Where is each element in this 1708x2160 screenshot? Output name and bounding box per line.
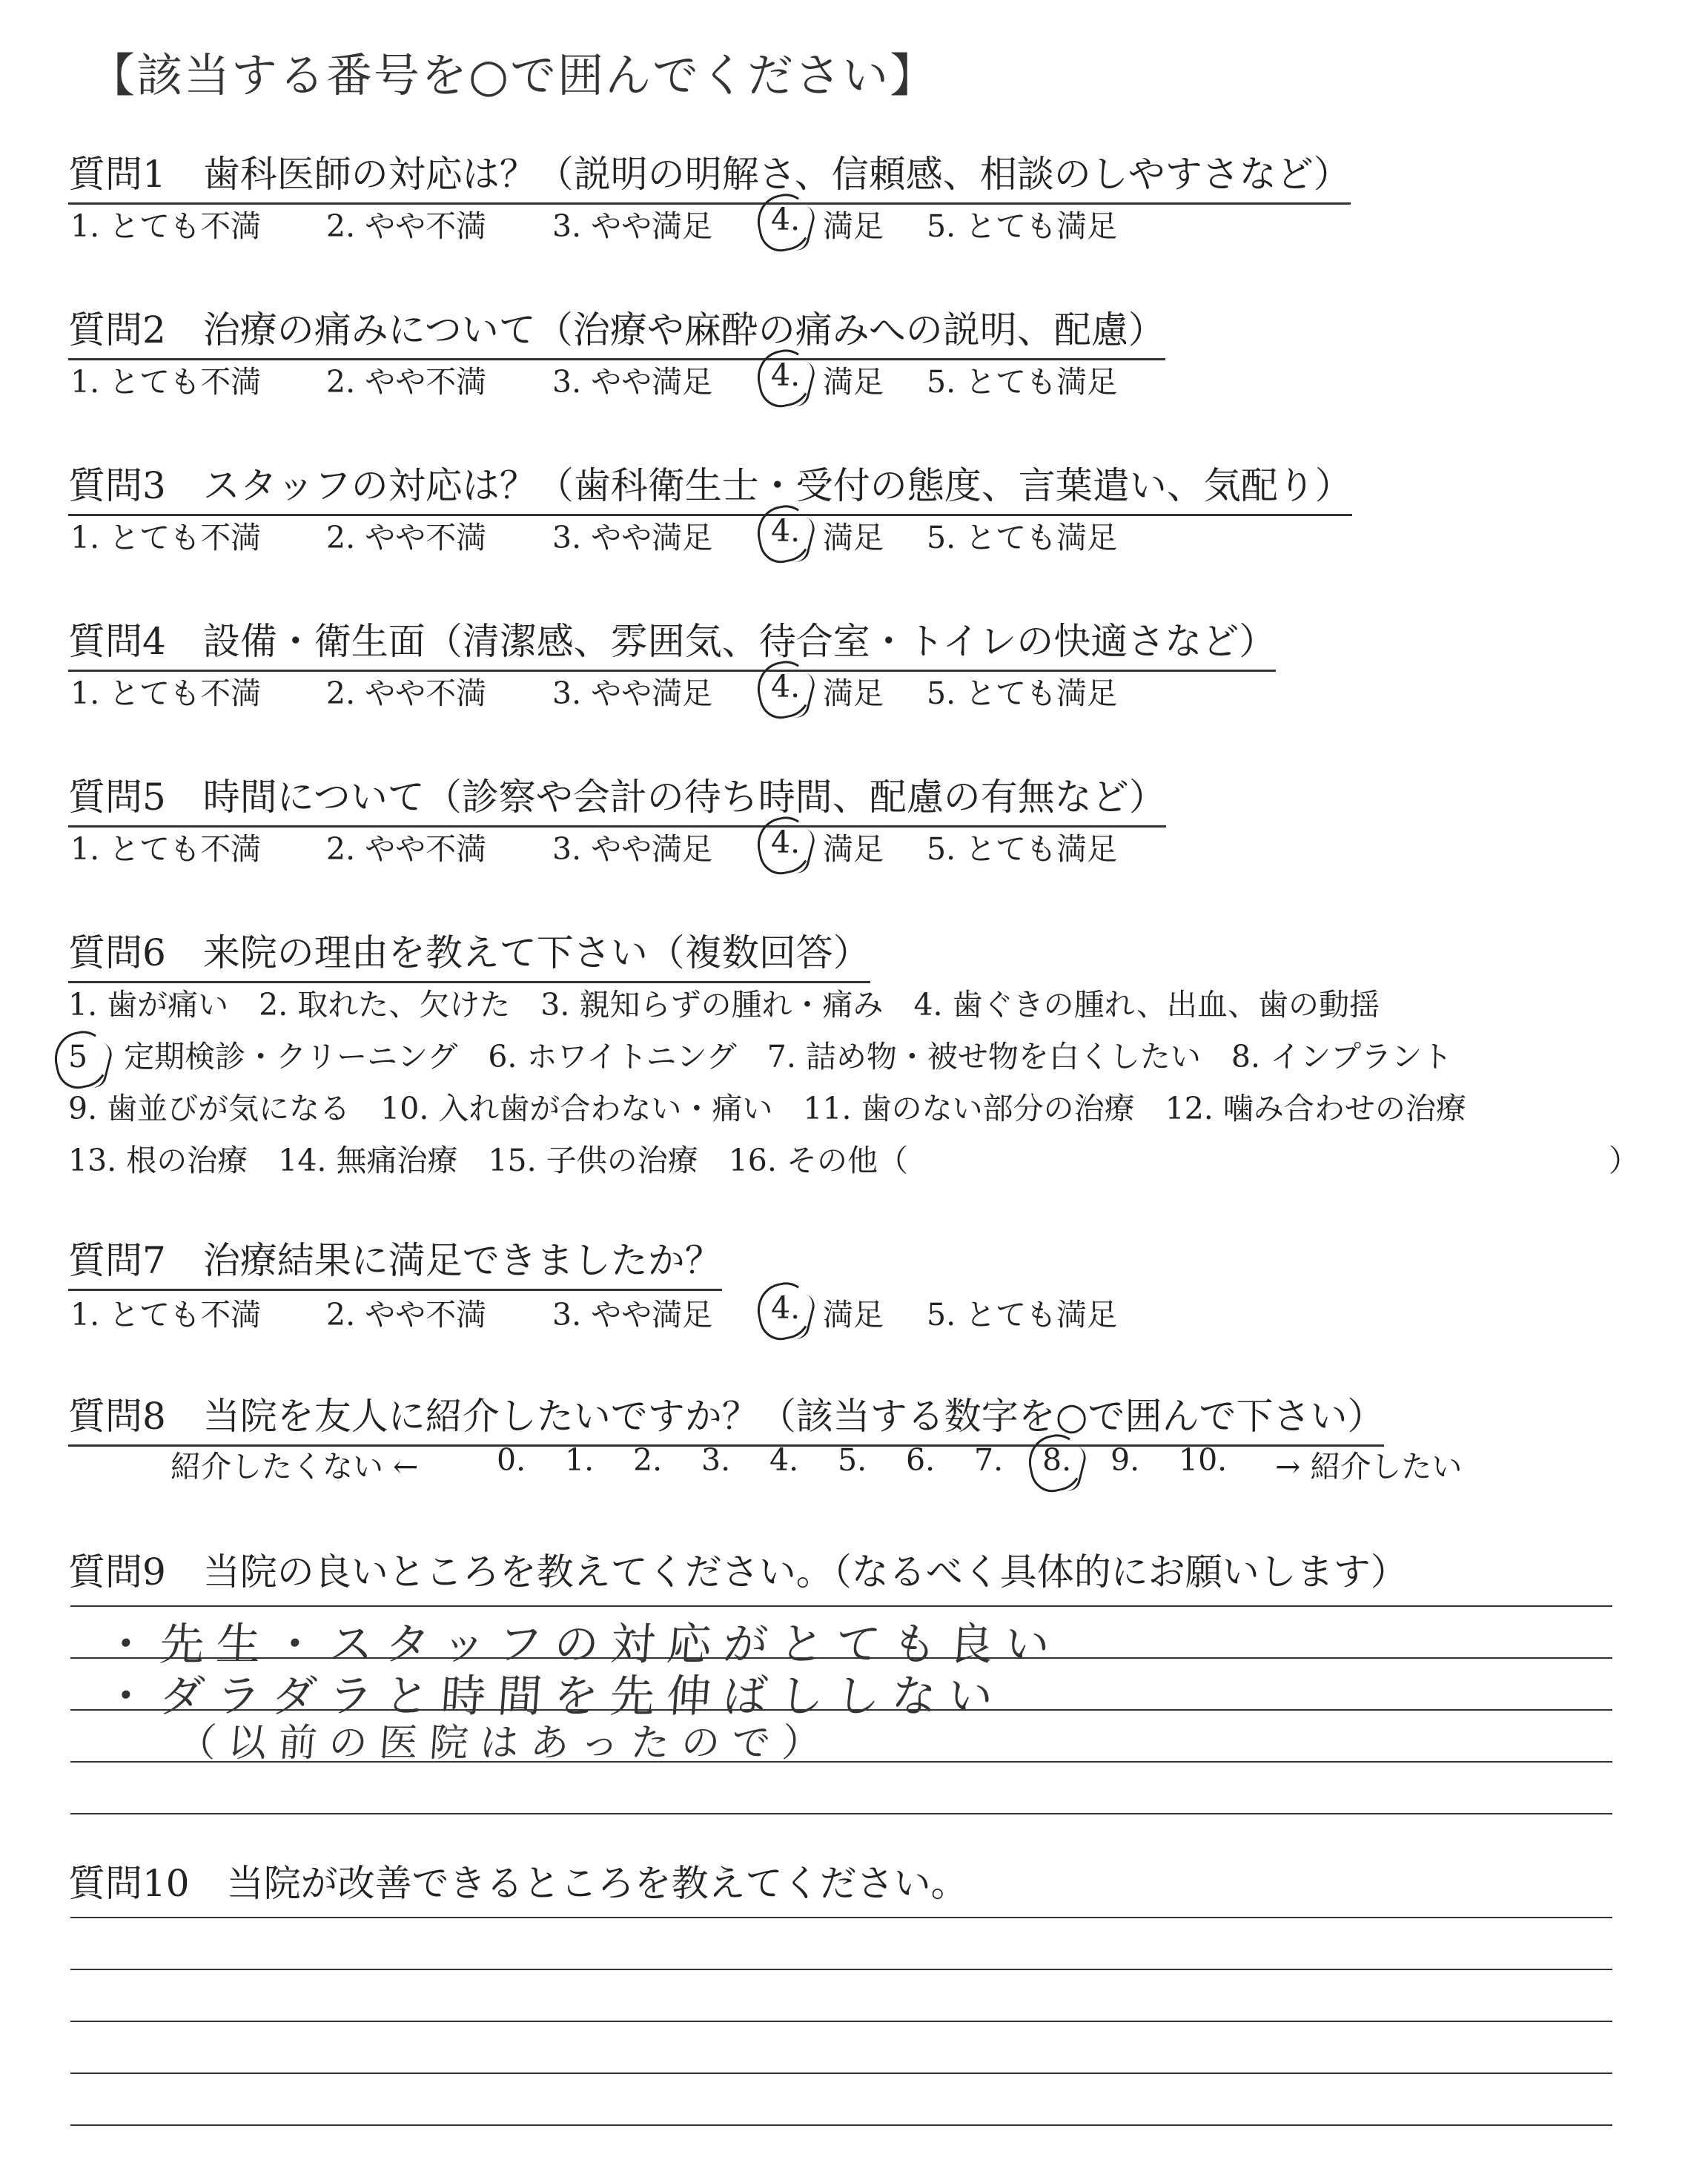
reason-row-4[interactable]: 13. 根の治療 14. 無痛治療 15. 子供の治療 16. その他（ — [68, 1143, 908, 1178]
question-8-title: 質問8 当院を友人に紹介したいですか？（該当する数字を○で囲んで下さい） — [68, 1387, 1384, 1447]
answer-line — [70, 2073, 1612, 2074]
option-3[interactable]: 3. やや満足 — [552, 1297, 713, 1332]
question-2-options — [70, 357, 1118, 402]
nps-0[interactable]: 0. — [497, 1442, 526, 1478]
option-3[interactable]: 3. やや満足 — [552, 208, 713, 244]
reason-row-1[interactable]: 1. 歯が痛い 2. 取れた、欠けた 3. 親知らずの腫れ・痛み 4. 歯ぐきの腫れ、出血、歯の動揺 — [68, 987, 1380, 1023]
option-5[interactable]: 5. とても満足 — [927, 1297, 1118, 1332]
option-3[interactable]: 3. やや満足 — [552, 364, 713, 400]
question-9-title: 質問9 当院の良いところを教えてください。（なるべく具体的にお願いします） — [68, 1550, 1408, 1593]
option-2[interactable]: 2. やや不満 — [326, 520, 487, 555]
nps-7[interactable]: 7. — [974, 1442, 1004, 1478]
option-4-selected[interactable]: 4. — [771, 357, 801, 393]
answer-handwriting-2[interactable]: ・ダラダラと時間を先伸ばししない — [102, 1671, 1007, 1723]
nps-6[interactable]: 6. — [906, 1442, 936, 1478]
option-5[interactable]: 5. とても満足 — [927, 676, 1118, 711]
reason-row-3[interactable]: 9. 歯並びが気になる 10. 入れ歯が合わない・痛い 11. 歯のない部分の治療 12. 噛み合わせの治療 — [68, 1091, 1466, 1126]
option-1[interactable]: 1. とても不満 — [70, 520, 262, 555]
option-3[interactable]: 3. やや満足 — [552, 831, 713, 867]
reason-other-close: ） — [1609, 1143, 1639, 1178]
option-2[interactable]: 2. やや不満 — [326, 364, 487, 400]
nps-5[interactable]: 5. — [838, 1442, 867, 1478]
answer-handwriting-3[interactable]: （以前の医院はあったので） — [176, 1721, 835, 1766]
option-4-label: 満足 — [823, 364, 884, 400]
option-2[interactable]: 2. やや不満 — [326, 831, 487, 867]
option-5[interactable]: 5. とても満足 — [927, 208, 1118, 244]
option-5[interactable]: 5. とても満足 — [927, 520, 1118, 555]
option-2[interactable]: 2. やや不満 — [326, 676, 487, 711]
answer-line — [70, 1969, 1612, 1970]
option-5[interactable]: 5. とても満足 — [927, 831, 1118, 867]
question-4-options — [70, 669, 1118, 713]
form-header: 【該当する番号を○で囲んでください】 — [89, 48, 938, 102]
nps-left-label: 紹介したくない ← — [171, 1449, 419, 1484]
question-7-options — [70, 1290, 1118, 1335]
option-5[interactable]: 5. とても満足 — [927, 364, 1118, 400]
nps-1[interactable]: 1. — [565, 1442, 595, 1478]
option-4-label: 満足 — [823, 676, 884, 711]
question-3-options — [70, 513, 1118, 558]
option-1[interactable]: 1. とても不満 — [70, 364, 262, 400]
answer-handwriting-1[interactable]: ・先生・スタッフの対応がとても良い — [102, 1619, 1064, 1671]
option-2[interactable]: 2. やや不満 — [326, 1297, 487, 1332]
option-4-label: 満足 — [823, 1297, 884, 1332]
question-7-title: 質問7 治療結果に満足できましたか？ — [68, 1231, 722, 1291]
nps-4[interactable]: 4. — [769, 1442, 799, 1478]
nps-8-selected[interactable]: 8. — [1042, 1442, 1072, 1478]
option-1[interactable]: 1. とても不満 — [70, 1297, 262, 1332]
question-5-options — [70, 825, 1118, 869]
option-4-label: 満足 — [823, 831, 884, 867]
answer-line — [70, 2021, 1612, 2022]
reason-row-2[interactable] — [68, 1032, 1452, 1076]
option-3[interactable]: 3. やや満足 — [552, 520, 713, 555]
option-1[interactable]: 1. とても不満 — [70, 676, 262, 711]
answer-line — [70, 1917, 1612, 1918]
question-3-title: 質問3 スタッフの対応は？（歯科衛生士・受付の態度、言葉遣い、気配り） — [68, 456, 1352, 516]
option-4-label: 満足 — [823, 520, 884, 555]
option-4-selected[interactable]: 4. — [771, 825, 801, 860]
reason-row-2-text: 定期検診・クリーニング 6. ホワイトニング 7. 詰め物・被せ物を白くしたい 8. インプラント — [124, 1039, 1453, 1074]
nps-9[interactable]: 9. — [1110, 1442, 1140, 1478]
reason-5-selected[interactable]: 5 — [68, 1039, 88, 1074]
question-10-title: 質問10 当院が改善できるところを教えてください。 — [68, 1862, 968, 1905]
question-1-title: 質問1 歯科医師の対応は？（説明の明解さ、信頼感、相談のしやすさなど） — [68, 145, 1351, 205]
nps-scale — [171, 1442, 1463, 1494]
nps-2[interactable]: 2. — [633, 1442, 663, 1478]
question-4-title: 質問4 設備・衛生面（清潔感、雰囲気、待合室・トイレの快適さなど） — [68, 612, 1276, 672]
option-4-selected[interactable]: 4. — [771, 1290, 801, 1326]
option-4-selected[interactable]: 4. — [771, 202, 801, 237]
option-1[interactable]: 1. とても不満 — [70, 831, 262, 867]
question-5-title: 質問5 時間について（診察や会計の待ち時間、配慮の有無など） — [68, 767, 1166, 828]
option-2[interactable]: 2. やや不満 — [326, 208, 487, 244]
nps-3[interactable]: 3. — [701, 1442, 731, 1478]
nps-10[interactable]: 10. — [1179, 1442, 1228, 1478]
option-4-selected[interactable]: 4. — [771, 513, 801, 549]
option-4-selected[interactable]: 4. — [771, 669, 801, 704]
question-2-title: 質問2 治療の痛みについて（治療や麻酔の痛みへの説明、配慮） — [68, 300, 1165, 360]
answer-line — [70, 1813, 1612, 1814]
question-1-options — [70, 202, 1118, 246]
option-4-label: 満足 — [823, 208, 884, 244]
answer-line — [70, 2124, 1612, 2126]
answer-line — [70, 1605, 1612, 1607]
question-6-title: 質問6 来院の理由を教えて下さい（複数回答） — [68, 923, 870, 983]
nps-right-label: → 紹介したい — [1275, 1449, 1463, 1484]
option-3[interactable]: 3. やや満足 — [552, 676, 713, 711]
option-1[interactable]: 1. とても不満 — [70, 208, 262, 244]
